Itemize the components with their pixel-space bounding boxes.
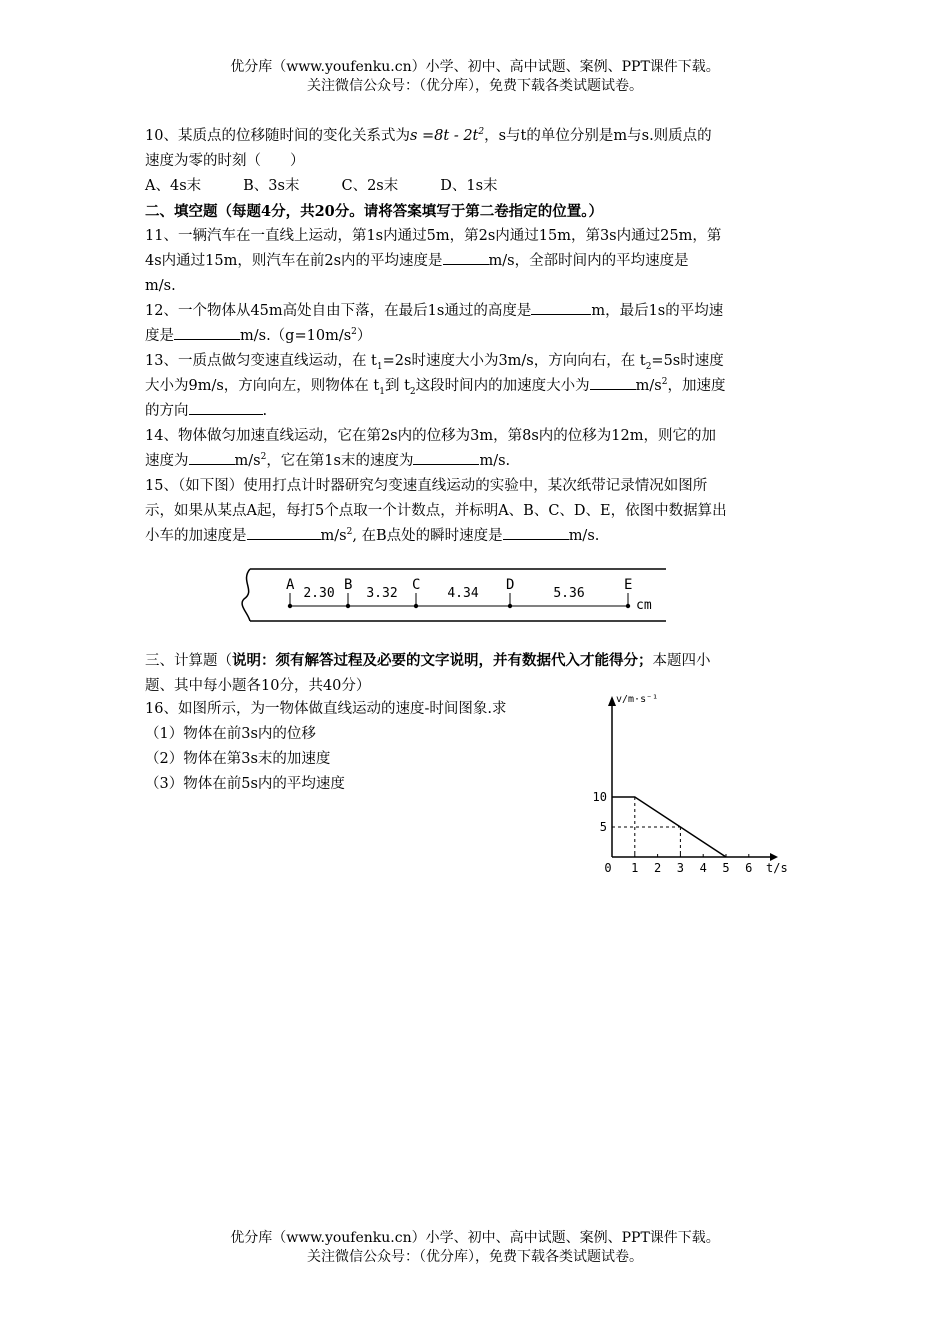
- footer-line-1: 优分库（www.youfenku.cn）小学、初中、高中试题、案例、PPT课件下载。: [230, 1230, 720, 1246]
- question-content: [145, 124, 810, 549]
- answer-blank[interactable]: [503, 525, 569, 540]
- tape-segment-label: 3.32: [366, 586, 398, 601]
- superscript: 2: [351, 327, 357, 338]
- option-d: D、1s末: [440, 178, 498, 194]
- header-line-2: 关注微信公众号：（优分库），免费下载各类试题试卷。: [307, 78, 643, 94]
- formula-text: s =8t - 2t: [409, 128, 479, 144]
- q13-text-c: =5s时速度: [651, 353, 724, 369]
- answer-blank[interactable]: [531, 300, 591, 315]
- superscript: 2: [346, 527, 353, 538]
- section-3-note: 说明：须有解答过程及必要的文字说明，并有数据代入才能得分；: [232, 652, 653, 669]
- q10-text-b: ，s与t的单位分别是m与s.则质点的: [484, 128, 712, 144]
- page-header: [0, 58, 950, 96]
- q11-line1: 11、一辆汽车在一直线上运动，第1s内通过5m，第2s内通过15m，第3s内通过25m，第: [145, 228, 722, 244]
- q16-item-1: （1）物体在前3s内的位移: [145, 726, 316, 742]
- header-line-1: 优分库（www.youfenku.cn）小学、初中、高中试题、案例、PPT课件下载。: [230, 59, 720, 75]
- section-3-line2: 题、其中每小题各10分，共40分）: [145, 678, 371, 694]
- answer-blank[interactable]: [189, 450, 235, 465]
- subscript: 1: [379, 386, 385, 397]
- q10-formula: [410, 128, 484, 144]
- q10-text: 10、某质点的位移随时间的变化关系式为: [145, 128, 410, 144]
- q16-title: 16、如图所示，为一物体做直线运动的速度-时间图象.求: [145, 701, 507, 717]
- tape-segment-label: 5.36: [553, 586, 585, 601]
- tape-point-C: C: [412, 577, 421, 593]
- q14-text-c: ，它在第1s末的速度为: [266, 453, 414, 469]
- q13-text-d: 大小为9m/s，方向向左，则物体在 t: [145, 378, 380, 394]
- option-b: B、3s末: [243, 178, 300, 194]
- paper-tape-figure: [238, 565, 670, 625]
- q12-text: 12、一个物体从45m高处自由下落，在最后1s通过的高度是: [145, 303, 532, 319]
- q16-item-2: （2）物体在第3s末的加速度: [145, 751, 331, 767]
- q15-text: 小车的加速度是: [145, 528, 247, 544]
- q13-text-e: 到 t: [384, 378, 410, 394]
- answer-blank[interactable]: [247, 525, 321, 540]
- x-tick-label: 0: [604, 861, 612, 875]
- q13-text-j: .: [262, 403, 268, 419]
- tape-segment-label: 4.34: [447, 586, 479, 601]
- q12-text-c: 度是: [145, 328, 174, 344]
- answer-blank[interactable]: [413, 450, 479, 465]
- section-3-text: 三、计算题（: [145, 653, 232, 669]
- section-3-text-b: 本题四小: [652, 653, 711, 669]
- tape-point-B: B: [344, 577, 353, 593]
- option-c: C、2s末: [341, 178, 399, 194]
- q10-options: [145, 174, 810, 199]
- q11-text: 4s内通过15m，则汽车在前2s内的平均速度是: [145, 253, 443, 269]
- answer-blank[interactable]: [590, 375, 636, 390]
- option-a: A、4s末: [145, 178, 202, 194]
- x-axis-arrow: [770, 853, 778, 861]
- tape-point-A: A: [286, 577, 295, 593]
- q13-text-h: ，加速度: [667, 378, 726, 394]
- q10-line1: [145, 124, 810, 149]
- q15-line1: 15、（如下图）使用打点计时器研究匀变速直线运动的实验中，某次纸带记录情况如图所: [145, 478, 708, 494]
- answer-blank[interactable]: [174, 325, 240, 340]
- y-tick-label: 5: [599, 820, 607, 834]
- q15-text-b: m/s: [320, 528, 347, 544]
- q12-text-b: m，最后1s的平均速: [591, 303, 724, 319]
- q13-text-b: =2s时速度大小为3m/s，方向向右，在 t: [382, 353, 646, 369]
- section-2-title: 二、填空题（每题4分，共20分。请将答案填写于第二卷指定的位置。）: [145, 203, 604, 220]
- x-tick-label: 5: [722, 861, 730, 875]
- q14-text-d: m/s.: [479, 453, 511, 469]
- x-tick-label: 4: [699, 861, 707, 875]
- formula-exponent: 2: [478, 127, 485, 138]
- subscript: 2: [409, 386, 416, 397]
- q13-text-i: 的方向: [145, 403, 189, 419]
- footer-line-2: 关注微信公众号：（优分库），免费下载各类试题试卷。: [307, 1249, 643, 1265]
- q11-line2: [145, 249, 810, 274]
- x-tick-label: 6: [745, 861, 753, 875]
- q14-text-b: m/s: [234, 453, 261, 469]
- x-tick-label: 1: [631, 861, 639, 875]
- q12-line2: [145, 324, 810, 349]
- subscript: 1: [376, 361, 383, 372]
- y-axis-label: v/m·s⁻¹: [616, 694, 659, 705]
- q15-text-c: , 在B点处的瞬时速度是: [352, 528, 503, 544]
- q11-text-b: m/s，全部时间内的平均速度是: [488, 253, 689, 269]
- q13-line1: [145, 349, 810, 374]
- answer-blank[interactable]: [189, 400, 263, 415]
- q10-line2: 速度为零的时刻（ ）: [145, 153, 305, 169]
- q16-item-3: （3）物体在前5s内的平均速度: [145, 776, 345, 792]
- superscript: 2: [661, 377, 668, 388]
- x-axis-label: t/s: [766, 861, 788, 875]
- velocity-time-chart: [592, 688, 798, 878]
- q12-line1: [145, 299, 810, 324]
- q13-text: 13、一质点做匀变速直线运动，在 t: [145, 353, 377, 369]
- answer-blank[interactable]: [443, 250, 489, 265]
- q16: [145, 697, 575, 797]
- tape-point-E: E: [624, 577, 633, 593]
- superscript: 2: [260, 452, 267, 463]
- q13-text-f: 这段时间内的加速度大小为: [415, 378, 590, 394]
- q15-line3: [145, 524, 810, 549]
- subscript: 2: [645, 361, 652, 372]
- q14-text: 速度为: [145, 453, 189, 469]
- tape-segment-label: 2.30: [303, 586, 335, 601]
- q12-text-d: m/s.（g=10m/s: [240, 328, 352, 344]
- section-3-line1: [145, 648, 810, 674]
- x-tick-label: 3: [676, 861, 685, 875]
- q14-line2: [145, 449, 810, 474]
- q15-text-d: m/s.: [568, 528, 600, 544]
- y-axis-arrow: [608, 696, 616, 706]
- page-footer: [0, 1229, 950, 1267]
- x-tick-label: 2: [653, 861, 662, 875]
- tape-point-D: D: [506, 577, 515, 593]
- q12-text-e: ）: [356, 328, 372, 344]
- q15-line2: 示，如果从某点A起，每打5个点取一个计数点，并标明A、B、C、D、E，依图中数据算出: [145, 503, 727, 519]
- q13-line2: [145, 374, 810, 399]
- q11-line3: m/s.: [145, 278, 176, 294]
- y-tick-label: 10: [592, 790, 607, 804]
- tape-unit-label: cm: [636, 598, 652, 613]
- q14-line1: 14、物体做匀加速直线运动，它在第2s内的位移为3m，第8s内的位移为12m，则它的加: [145, 428, 716, 444]
- q13-text-g: m/s: [635, 378, 662, 394]
- q13-line3: [145, 399, 810, 424]
